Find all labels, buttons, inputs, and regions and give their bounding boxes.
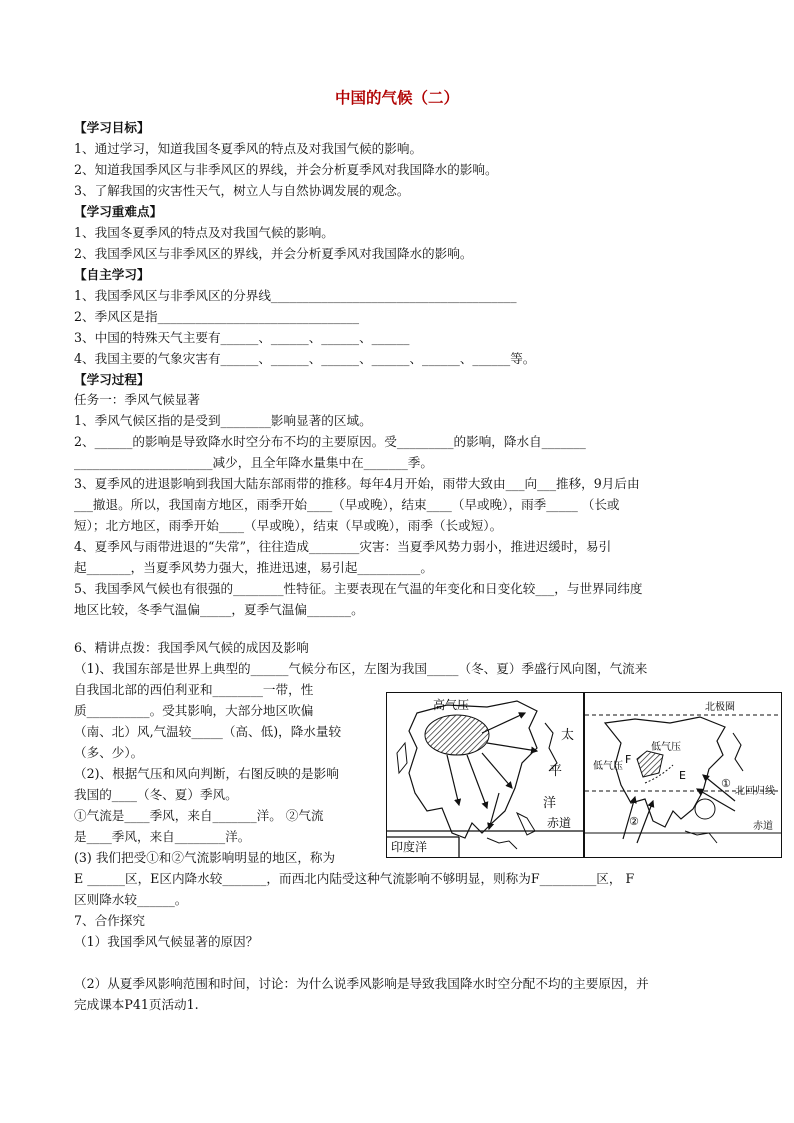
process-line-6-3: (3) 我们把受①和②气流影响明显的地区，称为 — [74, 850, 336, 865]
airflow-2-marker: ② — [629, 815, 639, 828]
process-line-6-1e: （多、少）。 — [74, 745, 144, 760]
goal-line-3: 3、了解我国的灾害性天气，树立人与自然协调发展的观念。 — [74, 183, 410, 198]
tropic-label: 北回归线 — [735, 786, 775, 797]
selfstudy-line-3: 3、中国的特殊天气主要有______、______、______、______ — [74, 330, 410, 345]
indian-ocean-label: 印度洋 — [391, 840, 428, 854]
pacific-label-tai: 太 — [561, 728, 575, 743]
page-title: 中国的气候（二） — [334, 89, 459, 107]
keypoint-line-1: 1、我国冬夏季风的特点及对我国气候的影响。 — [74, 225, 334, 240]
inquiry-question-1: （1）我国季风气候显著的原因？ — [74, 934, 259, 949]
process-line-1: 1、季风气候区指的是受到________影响显著的区域。 — [74, 413, 372, 428]
process-line-6-1b: 自我国北部的西伯利亚和________一带，性 — [74, 682, 314, 697]
airflow-1-marker: ① — [721, 777, 731, 790]
winter-monsoon-map — [386, 692, 584, 858]
selfstudy-line-4: 4、我国主要的气象灾害有______、______、______、______、______、______等。 — [74, 351, 536, 366]
selfstudy-line-1: 1、我国季风区与非季风区的分界线_______________________________________ — [74, 288, 517, 303]
selfstudy-line-2: 2、季风区是指________________________________ — [74, 309, 360, 324]
section-heading-selfstudy: 【自主学习】 — [74, 267, 150, 282]
process-line-6-1c: 质__________。受其影响，大部分地区吹偏 — [74, 703, 314, 718]
process-line-4b: 起_______，当夏季风势力强大，推进迅速，易引起__________。 — [74, 560, 433, 575]
process-line-2b: ______________________减少，且全年降水量集中在_______季。 — [74, 455, 433, 470]
process-line-2: 2、______的影响是导致降水时空分布不均的主要原因。受_________的影响，降水自_______ — [74, 434, 586, 449]
pacific-label-yang: 洋 — [543, 796, 557, 811]
high-pressure-label: 高气压 — [433, 698, 470, 712]
process-line-5: 5、我国季风气候也有很强的________性特征。主要表现在气温的年变化和日变化较___，与世界同纬度 — [74, 581, 643, 596]
process-line-6-1d: （南、北）风,气温较_____（高、低)，降水量较 — [74, 724, 342, 739]
keypoint-line-2: 2、我国季风区与非季风区的界线，并会分析夏季风对我国降水的影响。 — [74, 246, 473, 261]
process-line-7: 7、合作探究 — [74, 913, 145, 928]
summer-monsoon-map — [584, 692, 782, 858]
process-line-6-3b: E ______区，E区内降水较_______，而西北内陆受这种气流影响不够明显，则称为F_________区， F — [74, 871, 635, 886]
process-line-3c: 短）；北方地区，雨季开始____（早或晚），结束（早或晚），雨季（长或短）。 — [74, 518, 503, 533]
region-f-label: F — [625, 753, 632, 766]
equator-label: 赤道 — [547, 816, 572, 830]
process-line-6-2c: ①气流是____季风，来自_______洋。 ②气流 — [74, 808, 324, 823]
process-line-6-1: （1)、我国东部是世界上典型的______气候分布区，左图为我国_____（冬、夏）季盛行风向图，气流来 — [74, 661, 648, 676]
process-line-3b: ___撤退。所以，我国南方地区，雨季开始____（早或晚），结束____（早或晚），雨季_____ （长或 — [74, 497, 620, 512]
equator-label-right: 赤道 — [753, 821, 773, 832]
process-line-6-2b: 我国的____（冬、夏）季风。 — [74, 787, 238, 802]
process-line-6-3c: 区则降水较______。 — [74, 892, 188, 907]
low-pressure-label-1: 低气压 — [651, 742, 681, 753]
pacific-label-ping: 平 — [549, 764, 563, 779]
section-heading-goals: 【学习目标】 — [74, 120, 150, 135]
process-line-6-2d: 是____季风，来自________洋。 — [74, 829, 251, 844]
goal-line-2: 2、知道我国季风区与非季风区的界线，并会分析夏季风对我国降水的影响。 — [74, 162, 498, 177]
process-line-3: 3、夏季风的进退影响到我国大陆东部雨带的推移。每年4月开始，雨带大致由___向___推移，9月后由 — [74, 476, 640, 491]
goal-line-1: 1、通过学习，知道我国冬夏季风的特点及对我国气候的影响。 — [74, 141, 423, 156]
region-e-label: E — [679, 769, 686, 782]
arctic-circle-label: 北极圈 — [705, 702, 735, 713]
section-heading-keypoints: 【学习重难点】 — [74, 204, 163, 219]
process-line-6-2: （2)、根据气压和风向判断，右图反映的是影响 — [74, 766, 339, 781]
process-line-6: 6、精讲点拨：我国季风气候的成因及影响 — [74, 640, 309, 655]
inquiry-question-2b: 完成课本P41页活动1. — [74, 997, 199, 1012]
section-heading-process: 【学习过程】 — [74, 372, 150, 387]
process-line-4: 4、夏季风与雨带进退的“失常”，往往造成________灾害：当夏季风势力弱小，推进迟缓时，易引 — [74, 539, 612, 554]
task-one-heading: 任务一：季风气候显著 — [74, 392, 200, 407]
inquiry-question-2: （2）从夏季风影响范围和时间，讨论：为什么说季风影响是导致我国降水时空分配不均的主要原因，并 — [74, 976, 649, 991]
process-line-5b: 地区比较，冬季气温偏_____，夏季气温偏_______。 — [74, 602, 364, 617]
low-pressure-label-2: 低气压 — [593, 761, 623, 772]
